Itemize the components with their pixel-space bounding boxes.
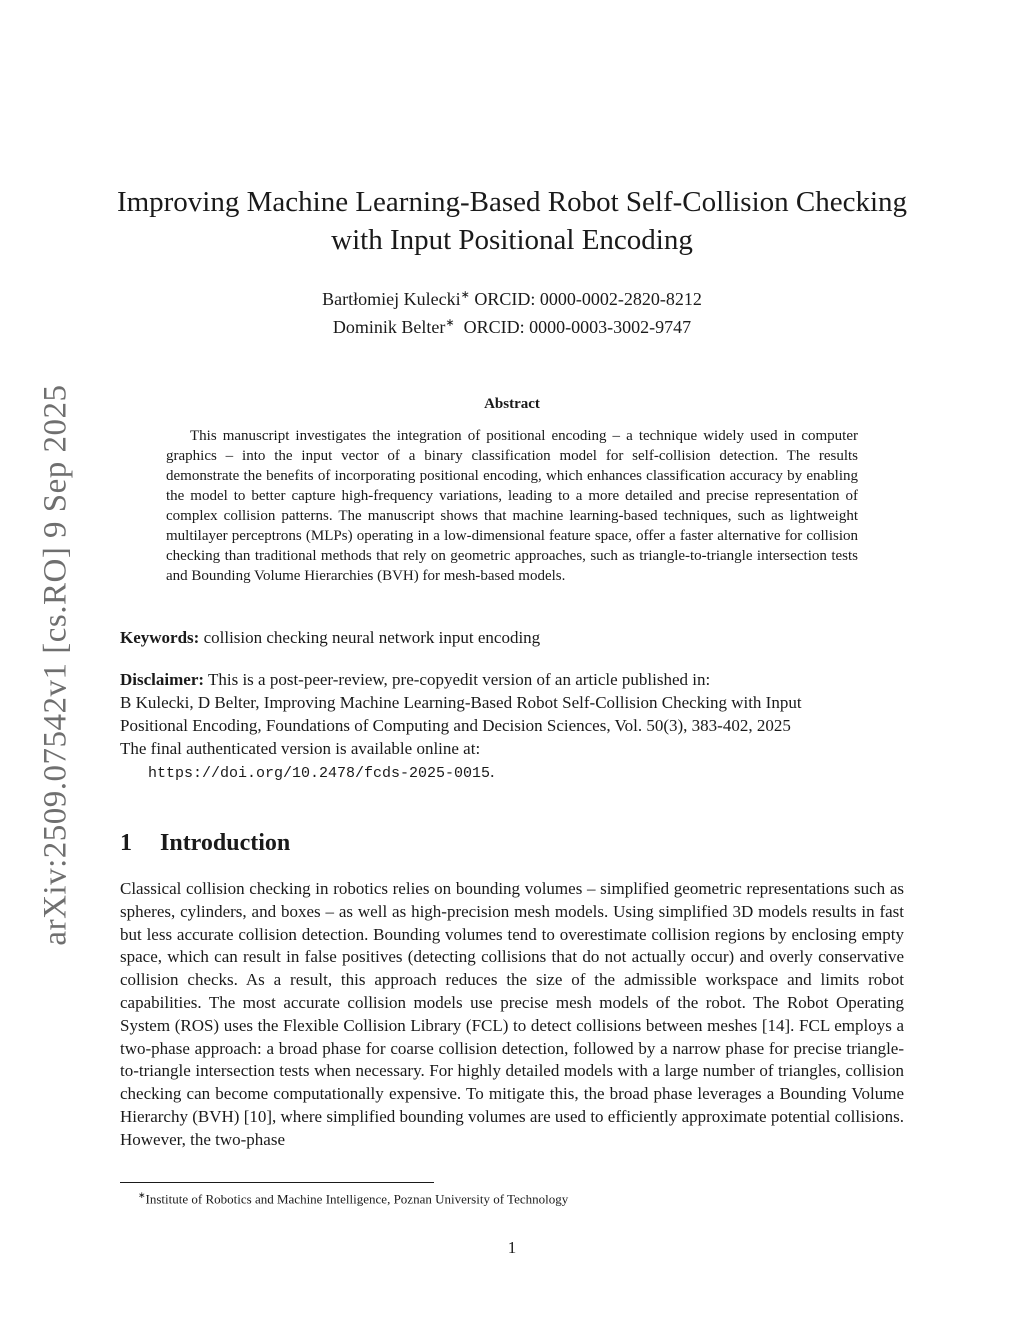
doi-suffix: . (490, 762, 495, 781)
disclaimer-intro: This is a post-peer-review, pre-copyedit version of an article published in: (204, 670, 711, 689)
keywords-text: collision checking neural network input encoding (199, 628, 541, 647)
footnote-mark: ∗ (138, 1190, 146, 1200)
arxiv-identifier: arXiv:2509.07542v1 [cs.RO] 9 Sep 2025 (37, 384, 74, 946)
section-heading (120, 830, 290, 857)
title-line-1: Improving Machine Learning-Based Robot Self-Collision Checking (116, 186, 908, 218)
section-number: 1 (120, 830, 132, 856)
author-2 (200, 311, 824, 339)
paper-title (110, 183, 914, 259)
title-line-2: with Input Positional Encoding (331, 224, 693, 256)
disclaimer-line-1 (120, 668, 920, 691)
author-1-affiliation-mark: ∗ (460, 289, 470, 301)
section-title: Introduction (160, 830, 291, 856)
abstract-heading: Abstract (484, 396, 540, 412)
disclaimer-availability: The final authenticated version is available online at: (120, 739, 481, 758)
disclaimer (120, 668, 920, 785)
doi-line (120, 760, 920, 785)
disclaimer-citation-line-1: B Kulecki, D Belter, Improving Machine Learning-Based Robot Self-Collision Checking with Input (120, 693, 802, 712)
disclaimer-label: Disclaimer: (120, 670, 205, 689)
doi-link[interactable]: https://doi.org/10.2478/fcds-2025-0015 (148, 765, 491, 782)
footnote (138, 1186, 568, 1208)
author-2-name: Dominik Belter (332, 317, 446, 337)
author-1-name: Bartłomiej Kulecki (322, 289, 461, 309)
author-list (200, 283, 824, 339)
page-number: 1 (507, 1238, 517, 1257)
author-2-affiliation-mark: ∗ (445, 317, 455, 329)
author-1-orcid: ORCID: 0000-0002-2820-8212 (469, 289, 702, 309)
disclaimer-citation-line-2: Positional Encoding, Foundations of Computing and Decision Sciences, Vol. 50(3), 383-402, 2025 (120, 716, 791, 735)
keywords (120, 627, 910, 649)
author-2-orcid: ORCID: 0000-0003-3002-9747 (454, 317, 692, 337)
keywords-label: Keywords: (120, 628, 200, 647)
introduction-paragraph: Classical collision checking in robotics relies on bounding volumes – simplified geometric representations such as spheres, cylinders, and boxes – as well as high-precision mesh models. Using simplified 3D models results in fast but less accurate collision detection. Bounding volumes tend to overestimate collision regions by enclosing empty space, which can result in false positives (detecting collisions that do not actually occur) and overly conservative collision checks. As a result, this approach reduces the size of the admissible workspace and limits robot capabilities. The most accurate collision models use precise mesh models of the robot. The Robot Operating System (ROS) uses the Flexible Collision Library (FCL) to detect collisions between meshes [14]. FCL employs a two-phase approach: a broad phase for coarse collision detection, followed by a narrow phase for precise triangle-to-triangle intersection tests when necessary. For highly detailed models with a large number of triangles, collision checking can become computationally expensive. To mitigate this, the broad phase leverages a Bounding Volume Hierarchy (BVH) [10], where simplified bounding volumes are used to efficiently approximate potential collisions. However, the two-phase (120, 879, 904, 1149)
footnote-rule (120, 1182, 434, 1183)
author-1 (200, 283, 824, 311)
abstract-text: This manuscript investigates the integration of positional encoding – a technique widely used in computer graphics – into the input vector of a binary classification model for self-collision detection. The results demonstrate the benefits of incorporating positional encoding, which enhances classification accuracy by enabling the model to better capture high-frequency variations, leading to a more detailed and precise representation of complex collision patterns. The manuscript shows that machine learning-based techniques, such as lightweight multilayer perceptrons (MLPs) operating in a low-dimensional feature space, offer a faster alternative for collision checking than traditional methods that rely on geometric approaches, such as triangle-to-triangle intersection tests and Bounding Volume Hierarchies (BVH) for mesh-based models. (166, 428, 858, 584)
footnote-text: Institute of Robotics and Machine Intelligence, Poznan University of Technology (145, 1191, 569, 1207)
